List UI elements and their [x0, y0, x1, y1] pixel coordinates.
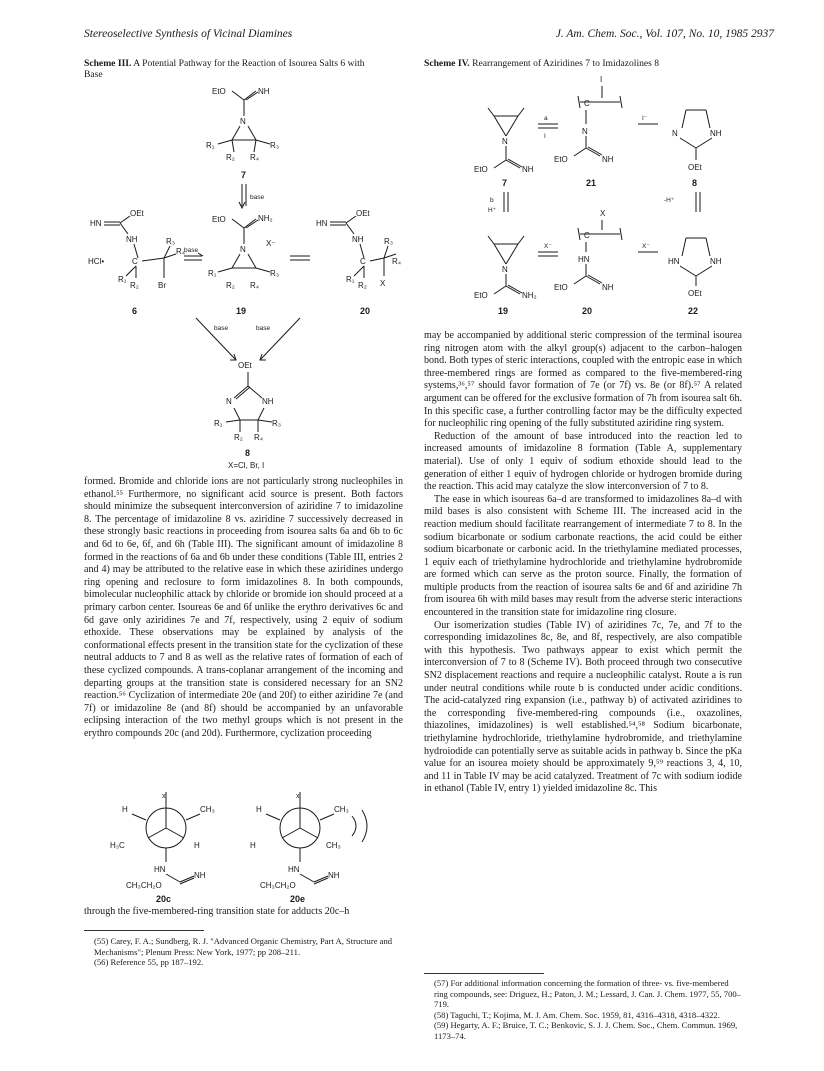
- scheme4-compound-22: [668, 238, 722, 316]
- scheme4-arrow-minus-h: [664, 192, 700, 212]
- svg-text:EtO: EtO: [554, 155, 568, 164]
- scheme4-compound-21: [554, 75, 622, 188]
- svg-text:HN: HN: [90, 219, 102, 228]
- right-paragraph-3: The ease in which isoureas 6a–d are transformed to imidazolines 8a–d with mild bases is also consistent with Scheme III. The increased acid in the reaction medium should facilitate rearrangement of intermediate 7 to 8. In the sodium bicarbonate or sodium carbonate reactions, the acid could be either sodium bicarbonate or carbonic acid. In the triethylamine mediated processes, 1 equiv each of triethylamine hydrochloride and triethylamine hydrobromide are formed which can serve as the proton source. Finally, the formation of multiple products from the reaction of isourea salts 6e and 6f and aziridine 7h from isourea 6h with mild bases may result from the adverse steric interactions encountered in the transition state for imidazoline ring closure.: [424, 493, 742, 619]
- svg-text:H₃C: H₃C: [110, 841, 125, 850]
- svg-text:OEt: OEt: [238, 361, 252, 370]
- svg-text:R₃: R₃: [270, 141, 280, 150]
- scheme3-caption: [84, 58, 384, 80]
- svg-text:N: N: [240, 245, 246, 254]
- compound-7-structure: [206, 87, 279, 180]
- svg-text:R₁: R₁: [206, 141, 215, 150]
- svg-text:R₁: R₁: [214, 419, 223, 428]
- compound-8-structure: [214, 361, 281, 470]
- svg-text:20: 20: [360, 306, 371, 316]
- scheme4-caption-label: Scheme IV.: [424, 58, 470, 69]
- left-footnotes: [84, 936, 403, 968]
- svg-text:HN: HN: [154, 865, 166, 874]
- svg-text:R₃: R₃: [166, 237, 176, 246]
- footnote-58: (58) Taguchi, T.; Kojima, M. J. Am. Chem. Soc. 1959, 81, 4316–4318, 4318–4322.: [434, 1009, 720, 1020]
- svg-text:X: X: [600, 209, 606, 218]
- svg-text:7: 7: [241, 170, 247, 180]
- svg-text:NH: NH: [522, 165, 534, 174]
- svg-text:Br: Br: [158, 281, 166, 290]
- svg-text:NH: NH: [352, 235, 364, 244]
- svg-text:R₂: R₂: [130, 281, 139, 290]
- svg-text:OEt: OEt: [356, 209, 370, 218]
- svg-text:R₁: R₁: [118, 275, 127, 284]
- svg-text:R₂: R₂: [234, 433, 243, 442]
- svg-text:NH: NH: [602, 155, 614, 164]
- svg-text:NH: NH: [328, 871, 340, 880]
- svg-text:H: H: [122, 805, 128, 814]
- scheme4-compound-7: [474, 108, 534, 188]
- svg-text:C: C: [584, 231, 590, 240]
- svg-text:CH₃CH₂O: CH₃CH₂O: [126, 881, 162, 890]
- right-paragraph-4: Our isomerization studies (Table IV) of aziridines 7c, 7e, and 7f to the corresponding imidazolines 8c, 8e, and 8f, respectively, are also compatible with this hypothesis. Two pathways appear to exist which permit the interconversion of 7 to 8 (Scheme IV). Both proceed through two consecutive SN2 displacement reactions and require a nucleophilic catalyst. Route a is run under neutral conditions while route b is conducted under acidic conditions. The acid-catalyzed ring expansion (i.e., pathway b) of activated aziridines to the corresponding five-membered-ring compounds (i.e., oxazolines, thiazolines, imidazolines) is well established.⁵⁴,⁵⁸ Sodium bicarbonate, triethylamine hydrochloride, triethylamine hydrobromide, and triethylamine hydroiodide can potentially serve as suitable acids in pathway b. Since the pKa value for an isourea moiety should be approximately 9,⁵⁹ reactions 3, 4, 10, and 11 in Table IV may be acid catalyzed. Treatment of 7c with sodium iodide in ethanol (Table IV, entry 1) yielded imidazoline 8c. This: [424, 619, 742, 795]
- svg-text:NH: NH: [602, 283, 614, 292]
- svg-text:base: base: [184, 247, 199, 254]
- footnote-rule-left: [84, 930, 204, 931]
- svg-text:CH₃: CH₃: [326, 841, 341, 850]
- svg-text:HN: HN: [578, 255, 590, 264]
- scheme3-figure: [84, 82, 404, 472]
- svg-text:20e: 20e: [290, 894, 306, 904]
- svg-text:H: H: [194, 841, 200, 850]
- scheme4-compound-20: [554, 209, 622, 316]
- svg-text:OEt: OEt: [688, 289, 702, 298]
- scheme4-compound-19: [474, 236, 537, 316]
- svg-text:R₂: R₂: [358, 281, 367, 290]
- right-footnotes: [424, 978, 742, 1042]
- svg-text:20: 20: [582, 306, 593, 316]
- svg-text:R₄: R₄: [392, 257, 402, 266]
- svg-text:N: N: [582, 127, 588, 136]
- svg-text:x: x: [162, 793, 166, 800]
- left-paragraph-2: through the five-membered-ring transition state for adducts 20c–h: [84, 906, 350, 917]
- svg-text:EtO: EtO: [554, 283, 568, 292]
- svg-text:HN: HN: [668, 257, 680, 266]
- svg-text:R₄: R₄: [176, 247, 186, 256]
- svg-text:X: X: [380, 279, 386, 288]
- svg-text:N: N: [240, 117, 246, 126]
- svg-text:8: 8: [245, 448, 251, 458]
- svg-text:N: N: [226, 397, 232, 406]
- svg-text:C: C: [132, 257, 138, 266]
- svg-text:HN: HN: [316, 219, 328, 228]
- left-column-continuation: [84, 906, 403, 919]
- svg-text:C: C: [360, 257, 366, 266]
- svg-text:EtO: EtO: [474, 165, 488, 174]
- scheme4-arrow-b: [488, 192, 508, 214]
- svg-text:19: 19: [236, 306, 247, 316]
- svg-text:R₂: R₂: [226, 281, 235, 290]
- svg-text:8: 8: [692, 178, 698, 188]
- svg-text:R₄: R₄: [254, 433, 264, 442]
- right-column-body: [424, 330, 742, 796]
- svg-text:I: I: [600, 75, 603, 84]
- svg-text:a: a: [544, 115, 548, 122]
- svg-text:20c: 20c: [156, 894, 172, 904]
- footnote-59: (59) Hegarty, A. F.; Bruice, T. C.; Benkovic, S. J. J. Chem. Soc., Chem. Commun. 1969, 1173–74.: [434, 1020, 738, 1041]
- scheme4-figure: [470, 72, 770, 322]
- svg-text:NH: NH: [262, 397, 274, 406]
- svg-text:base: base: [250, 194, 265, 201]
- svg-text:CH₃: CH₃: [334, 805, 349, 814]
- svg-text:19: 19: [498, 306, 509, 316]
- svg-text:base: base: [214, 325, 229, 332]
- svg-text:7: 7: [502, 178, 508, 188]
- footnote-57: (57) For additional information concerning the formation of three- vs. five-membered ring compounds, see: Driguez, H.; Paton, J. M.; Lessard, J. Can. J. Chem. 1977, 55, 700–719.: [434, 978, 741, 1010]
- svg-text:X⁻: X⁻: [544, 243, 552, 250]
- svg-text:H: H: [256, 805, 262, 814]
- svg-text:NH: NH: [194, 871, 206, 880]
- svg-text:R₃: R₃: [272, 419, 282, 428]
- compound-20-structure: [316, 209, 401, 316]
- svg-text:C: C: [584, 99, 590, 108]
- svg-text:x: x: [296, 793, 300, 800]
- svg-text:base: base: [256, 325, 271, 332]
- svg-text:HN: HN: [288, 865, 300, 874]
- svg-text:N: N: [502, 137, 508, 146]
- scheme4-arrow-19-20: [538, 243, 558, 256]
- left-column-body: [84, 476, 403, 740]
- equilibrium-arrow-7-19: [239, 184, 264, 208]
- right-paragraph-2: Reduction of the amount of base introduced into the reaction led to increased amounts of imidazoline 8 formation (Table A, supplementary material). Use of only 1 equiv of sodium ethoxide should lead to the generation of either 1 equiv of hydrogen chloride or hydrogen bromide during the reaction. This acid may catalyze the slow interconversion of 7 to 8.: [424, 430, 742, 493]
- svg-text:b: b: [490, 197, 494, 204]
- footnote-55: (55) Carey, F. A.; Sundberg, R. J. "Advanced Organic Chemistry, Part A, Structure and Mechanisms"; Plenum Press: New York, 1977; pp 208–211.: [94, 936, 393, 957]
- left-paragraph-1: formed. Bromide and chloride ions are not particularly strong nucleophiles in ethanol.⁵⁵ Furthermore, no significant acid source is present. Both factors should minimize the subsequent interconversion of aziridine 7 to imidazoline 8. The percentage of imidazoline 8 vs. aziridine 7 successively decreased in these strongly basic reactions in proceeding from isourea salts 6a and 6b to 6c and 6d to 6e, 6f, and 6h (Table III). The significant amount of imidazoline 8 formed in the reactions of 6a and 6b under these conditions (Table III, entries 2 and 4) may be attributed to the relative ease in which these aziridines undergo ring opening and reclosure to form imidazolines 8. In both compounds, bimolecular nucleophilic attack by chloride or bromide ion should proceed at a primary carbon center. Isoureas 6e and 6f unlike the erythro derivatives 6c and 6d gave only aziridines 7e and 7f, respectively, using 2 equiv of sodium ethoxide. These observations may be explained by analysis of the conformational effects present in the transition state for the cyclization of these neutral adducts to 7 and 8 as well as the relative rates of formation of each of these cyclized compounds. A trans-coplanar arrangement of the incoming and departing groups at the transition state is considered necessary for an SN2 reaction.⁵⁶ Cyclization of intermediate 20e (and 20f) to either aziridine 7e (and 7f) or imidazoline 8e (and 8f) should be accompanied by an unfavorable eclipsing interaction of the two methyl groups which is not present in the erythro compounds 20c (and 20d). Furthermore, cyclization proceeding: [84, 476, 403, 739]
- footnote-56: (56) Reference 55, pp 187–192.: [94, 957, 204, 968]
- svg-text:NH₂: NH₂: [258, 214, 273, 223]
- svg-text:R₃: R₃: [270, 269, 280, 278]
- svg-text:-H⁺: -H⁺: [664, 197, 675, 204]
- equilibrium-arrow-19-20: [290, 256, 310, 260]
- scheme4-arrow-20-22: [638, 243, 658, 252]
- svg-text:I: I: [544, 133, 546, 140]
- base-arrow-6-19: [184, 247, 203, 260]
- svg-text:H⁺: H⁺: [488, 207, 497, 214]
- svg-text:CH₃: CH₃: [200, 805, 215, 814]
- scheme4-arrow-7-21: [538, 115, 558, 140]
- svg-text:21: 21: [586, 178, 597, 188]
- svg-text:R₁: R₁: [208, 269, 217, 278]
- scheme4-compound-8: [672, 110, 722, 188]
- svg-text:X=Cl, Br, I: X=Cl, Br, I: [228, 461, 265, 470]
- svg-text:EtO: EtO: [212, 87, 226, 96]
- svg-text:X⁻: X⁻: [642, 243, 650, 250]
- running-header-journal: J. Am. Chem. Soc., Vol. 107, No. 10, 1985 2937: [555, 28, 774, 40]
- svg-text:R₂: R₂: [226, 153, 235, 162]
- scheme3-caption-label: Scheme III.: [84, 58, 132, 69]
- svg-text:22: 22: [688, 306, 699, 316]
- svg-text:R₄: R₄: [250, 281, 260, 290]
- svg-text:OEt: OEt: [130, 209, 144, 218]
- svg-text:CH₃CH₂O: CH₃CH₂O: [260, 881, 296, 890]
- svg-text:N: N: [502, 265, 508, 274]
- scheme4-caption: [424, 58, 774, 69]
- right-paragraph-1: may be accompanied by additional steric compression of the terminal isourea ring nitrogen atom with the alkyl group(s) adjacent to the carbon–halogen bond. Both types of steric interactions, coupled with the entropic ease in which three-membered rings are formed as compared to the five-membered-ring systems,³⁶,⁵⁷ should favor formation of 7e (or 7f) vs. 8e (or 8f).⁵⁷ A related argument can be offered for the exclusive formation of 7h from isourea salt 6h. In this specific case, a further controlling factor may be the difficulty expected for nucleophilic ring opening of the fully substituted aziridine ring system.: [424, 330, 742, 430]
- scheme3-caption-text: A Potential Pathway for the Reaction of Isourea Salts 6 with Base: [84, 58, 365, 80]
- svg-text:NH: NH: [258, 87, 270, 96]
- svg-text:R₁: R₁: [346, 275, 355, 284]
- svg-text:OEt: OEt: [688, 163, 702, 172]
- svg-text:NH₂: NH₂: [522, 291, 537, 300]
- running-header-title: Stereoselective Synthesis of Vicinal Diamines: [84, 28, 293, 40]
- svg-text:6: 6: [132, 306, 138, 316]
- svg-text:NH: NH: [126, 235, 138, 244]
- svg-text:HCl•: HCl•: [88, 257, 105, 266]
- newman-20c: [110, 792, 215, 904]
- svg-text:I⁻: I⁻: [642, 115, 648, 122]
- svg-text:X⁻: X⁻: [266, 239, 276, 248]
- svg-text:R₃: R₃: [384, 237, 394, 246]
- compound-19-structure: [208, 214, 279, 316]
- svg-text:EtO: EtO: [212, 215, 226, 224]
- scheme4-arrow-21-8: [638, 115, 658, 124]
- newman-20e: [250, 792, 367, 904]
- base-arrows-to-8: [196, 318, 300, 360]
- svg-text:N: N: [672, 129, 678, 138]
- svg-text:NH: NH: [710, 257, 722, 266]
- compound-6-structure: [88, 209, 185, 316]
- svg-text:H: H: [250, 841, 256, 850]
- svg-text:R₄: R₄: [250, 153, 260, 162]
- scheme4-caption-text: Rearrangement of Aziridines 7 to Imidazolines 8: [469, 58, 660, 69]
- footnote-rule-right: [424, 973, 544, 974]
- newman-projections-figure: [104, 788, 394, 904]
- svg-text:NH: NH: [710, 129, 722, 138]
- svg-text:EtO: EtO: [474, 291, 488, 300]
